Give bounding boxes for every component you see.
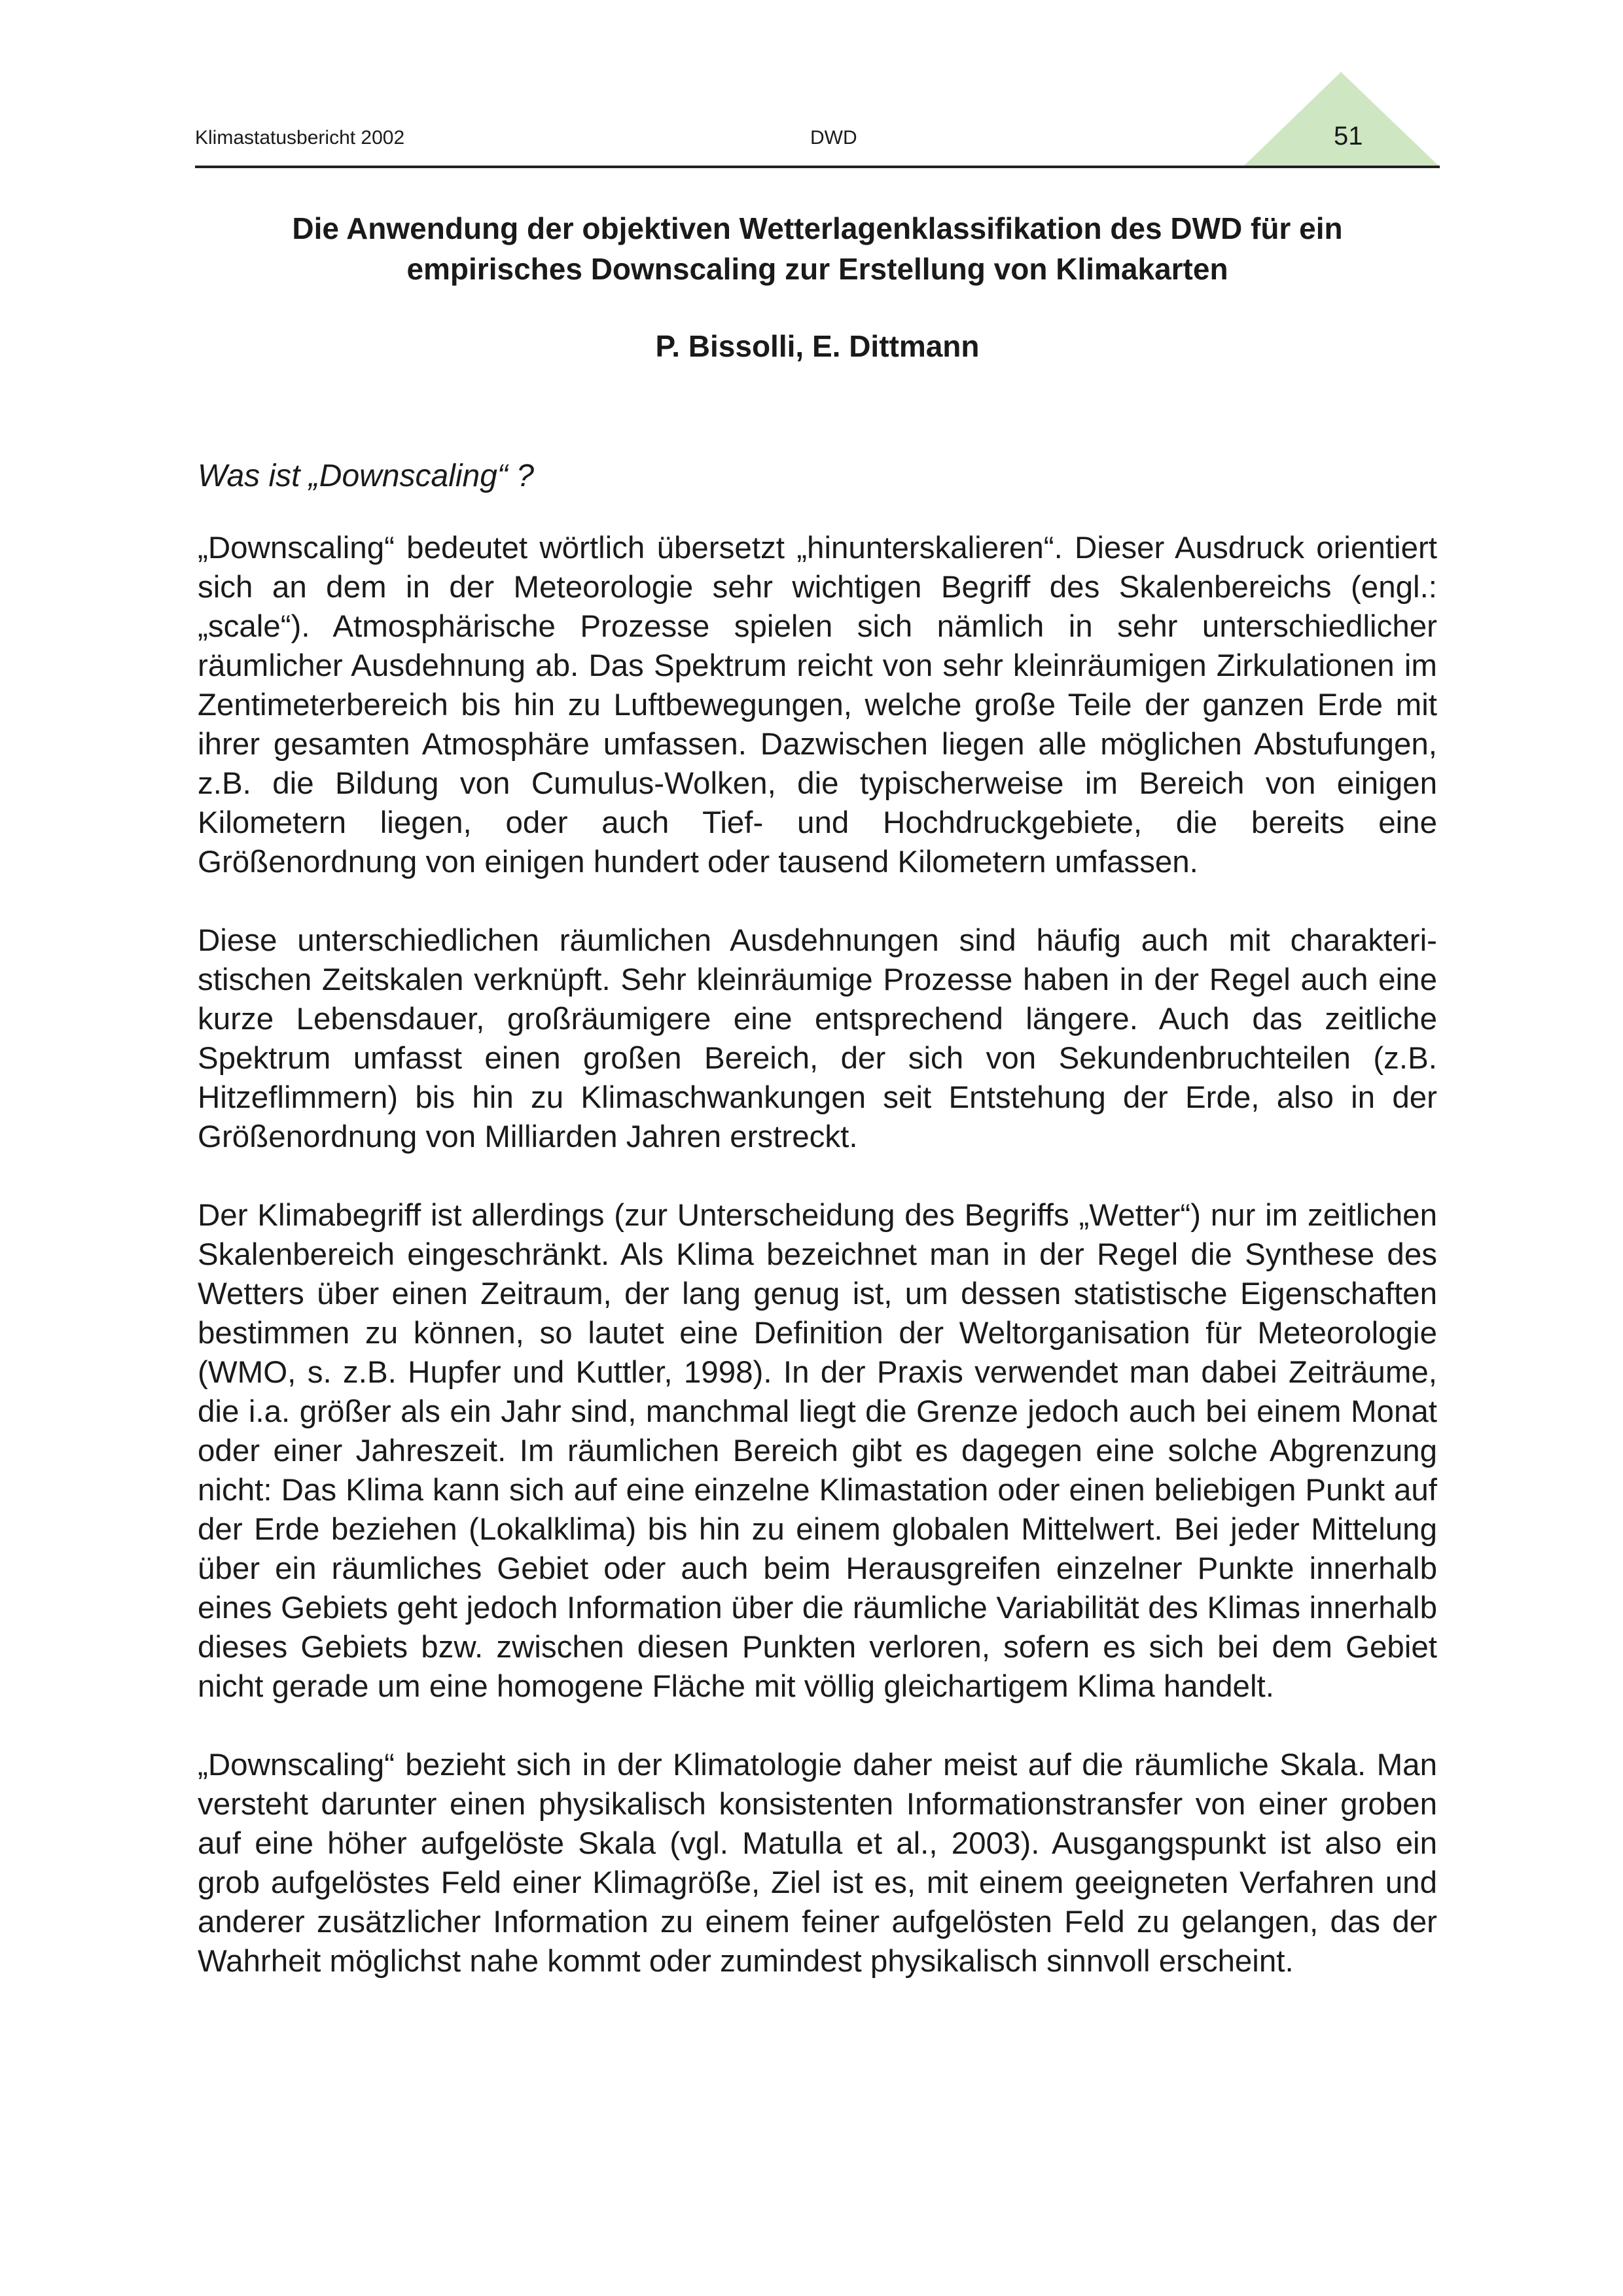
page-number: 51: [1334, 122, 1363, 150]
paragraph: Der Klimabegriff ist allerdings (zur Unterscheidung des Begriffs „Wetter“) nur im zeitlichen Skalenbereich eingeschränkt. Als Klima bezeichnet man in der Regel die Synthese des Wetters über einen Zeitraum, der lang genug ist, um dessen statistische Eigenschaften bestimmen zu können, so lautet eine Definition der Weltorganisation für Meteorologie (WMO, s. z.B. Hupfer und Kuttler, 1998). In der Praxis verwendet man dabei Zeiträume, die i.a. größer als ein Jahr sind, manchmal liegt die Grenze jedoch auch bei einem Monat oder einer Jahreszeit. Im räumlichen Bereich gibt es dagegen eine solche Abgrenzung nicht: Das Klima kann sich auf eine einzelne Klimastation oder einen beliebigen Punkt auf der Erde beziehen (Lokalklima) bis hin zu einem globalen Mittelwert. Bei jeder Mittelung über ein räumliches Gebiet oder auch beim Herausgreifen einzelner Punkte innerhalb eines Gebiets geht jedoch Information über die räumliche Variabilität des Klimas innerhalb dieses Gebiets bzw. zwischen diesen Punkten verloren, sofern es sich bei dem Gebiet nicht gerade um eine homogene Fläche mit völlig gleichartigem Klima handelt.: [198, 1198, 1437, 1704]
publisher: DWD: [810, 127, 857, 149]
header-rule: [195, 166, 1440, 168]
article-title-line-2: empirisches Downscaling zur Erstellung von Klimakarten: [406, 252, 1228, 286]
paragraph: „Downscaling“ bezieht sich in der Klimatologie daher meist auf die räumliche Skala. Man versteht darunter einen physikalisch konsistenten Informationstransfer von einer groben auf eine höher aufgelöste Skala (vgl. Matulla et al., 2003). Ausgangspunkt ist also ein grob aufgelöstes Feld einer Klimagröße, Ziel ist es, mit einem geeigneten Verfahren und anderer zusätzlicher Information zu einem feiner aufgelösten Feld zu gelangen, das der Wahrheit möglichst nahe kommt oder zumindest physikalisch sinnvoll erscheint.: [198, 1748, 1437, 1979]
paragraph: Diese unterschiedlichen räumlichen Ausdehnungen sind häufig auch mit charakteristischen Zeitskalen verknüpft. Sehr kleinräumige Prozesse haben in der Regel auch eine kurze Lebensdauer, großräumigere eine entsprechend längere. Auch das zeitliche Spektrum umfasst einen großen Bereich, der sich von Sekundenbruchteilen (z.B. Hitzeflimmern) bis hin zu Klimaschwankungen seit Entstehung der Erde, also in der Größenordnung von Milliarden Jahren erstreckt.: [198, 923, 1437, 1154]
paragraph: „Downscaling“ bedeutet wörtlich übersetzt „hinunterskalieren“. Dieser Ausdruck orientiert sich an dem in der Meteorologie sehr wichtigen Begriff des Skalenbereichs (engl.: „scale“). Atmosphärische Prozesse spielen sich nämlich in sehr unterschiedlicher räumlicher Ausdehnung ab. Das Spektrum reicht von sehr kleinräumigen Zirkulationen im Zentimeterbereich bis hin zu Luftbewegungen, welche große Teile der ganzen Erde mit ihrer gesamten Atmosphäre umfassen. Dazwischen liegen alle möglichen Abstufungen, z.B. die Bildung von Cumulus-Wolken, die typischerweise im Bereich von einigen Kilometern liegen, oder auch Tief- und Hochdruckgebiete, die bereits eine Größenordnung von einigen hundert oder tausend Kilometern umfassen.: [198, 531, 1437, 879]
article-title-line-1: Die Anwendung der objektiven Wetterlagenklassifikation des DWD für ein: [292, 211, 1343, 245]
report-title: Klimastatusbericht 2002: [195, 127, 405, 149]
body-text: [198, 529, 1437, 2021]
section-heading: Was ist „Downscaling“ ?: [198, 459, 534, 493]
page-header: [195, 105, 1440, 170]
authors: P. Bissolli, E. Dittmann: [655, 329, 980, 363]
article-title: [195, 208, 1440, 289]
page-number-triangle: [1243, 72, 1440, 167]
